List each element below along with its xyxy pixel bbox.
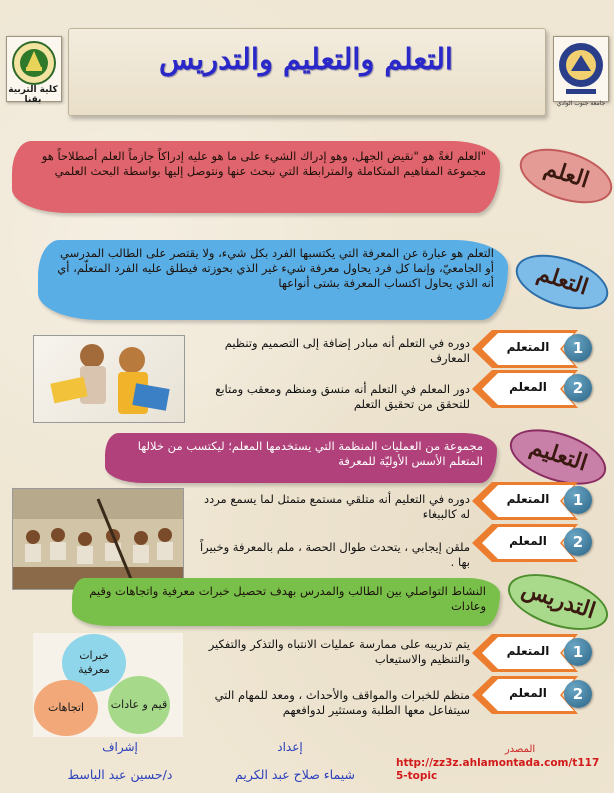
instruction-definition [72,578,500,626]
preparer-name: شيماء صلاح عبد الكريم [235,767,355,782]
teaching-definition [105,433,497,483]
learning-definition [38,240,508,320]
instruction-learner-label: المتعلم [506,644,550,658]
learning-item-2-number: 2 [564,374,592,402]
instruction-item-1-number: 1 [564,638,592,666]
instruction-teacher-role: منظم للخبرات والمواقف والأحداث ، ومعد للمهام التي سيتفاعل معها الطلبة ومستثير لدوافعهم [214,688,470,717]
classroom-photo [12,488,184,590]
science-definition [12,141,500,213]
teaching-learner-label: المتعلم [506,492,550,506]
learning-definition-text: التعلم هو عبارة عن المعرفة التي يكتسبها الفرد بكل شيء، ولا يقتصر على الطالب المدرسي أو الجامعيّ، وإنما كل فرد يحاول معرفة شيء غير الذي بحوزته فيطلق عليه الفرد المتعلّم، أي أنه الذي يحاول اكتساب المعرفة بشتى أنواعها [57,246,494,290]
supervision-label: إشراف [102,740,138,754]
circle-attitudes-text: اتجاهات [47,701,85,714]
teaching-item-2-number: 2 [564,528,592,556]
instruction-learner-role: يتم تدريبه على ممارسة عمليات الانتباه والتذكر والتفكير والتنظيم والاستيعاب [208,637,470,666]
prepared-label: إعداد [277,740,303,754]
science-tag: العلم [513,138,614,213]
instruction-item-2-number: 2 [564,680,592,708]
science-definition-text: "العلم لغةً هو "نقيض الجهل، وهو إدراك الشيء على ما هو عليه إدراكاً جازماً العلم أصطلاحاً هو مجموعة المفاهيم المتكاملة والمترابطة التي نبحث عنها ونتوصل إليها بواسطة البحث العلمي [41,149,486,178]
instruction-definition-text: النشاط التواصلي بين الطالب والمدرس بهدف تحصيل خبرات معرفية واتجاهات وقيم وعادات [89,584,486,613]
source-link[interactable]: http://zz3z.ahlamontada.com/t1175-topic [396,757,600,782]
circle-attitudes [34,680,98,736]
faculty-logo-caption: كلية التربية بقنا [8,85,58,105]
children-reading-photo [33,335,185,423]
teaching-teacher-label: المعلم [509,534,547,548]
teaching-item-1-number: 1 [564,486,592,514]
learning-learner-role: دوره في التعلم أنه مبادر إضافة إلى التصميم وتنظيم المعارف [224,336,470,365]
source-label: المصدر [504,744,536,755]
circle-values [108,676,170,734]
learning-teacher-label: المعلم [509,380,547,394]
teaching-tag: التعليم [503,419,613,496]
circle-knowledge-text: خبرات معرفية [78,649,110,676]
university-logo [553,36,609,102]
teaching-learner-role: دوره في التعليم أنه متلقي مستمع متمثل لما يسمع مردد له كالببغاء [203,492,470,521]
learning-teacher-role: دور المعلم في التعلم أنه منسق ومنظم ومعقب ومتابع للتحقق من تحقيق التعلم [215,382,470,411]
learning-item-1-number: 1 [564,334,592,362]
circle-values-text: قيم و عادات [110,698,168,711]
teaching-definition-text: مجموعة من العمليات المنظمة التي يستخدمها المعلم؛ ليكتسب من خلالها المتعلم الأسس الأوليّة للمعرفة [137,439,483,468]
page-title: التعلم والتعليم والتدريس [159,42,453,76]
teaching-teacher-role: ملقن إيجابي ، يتحدث طوال الحصة ، ملم بالمعرفة وخبيراً بها . [199,540,470,569]
learning-tag: التعلم [509,244,614,319]
supervisor-name: د/حسين عبد الباسط [67,767,173,782]
instruction-teacher-label: المعلم [509,686,547,700]
university-logo-caption: جامعة جنوب الوادي [556,100,606,107]
instruction-tag: التدريس [501,563,614,641]
learning-learner-label: المتعلم [506,340,550,354]
